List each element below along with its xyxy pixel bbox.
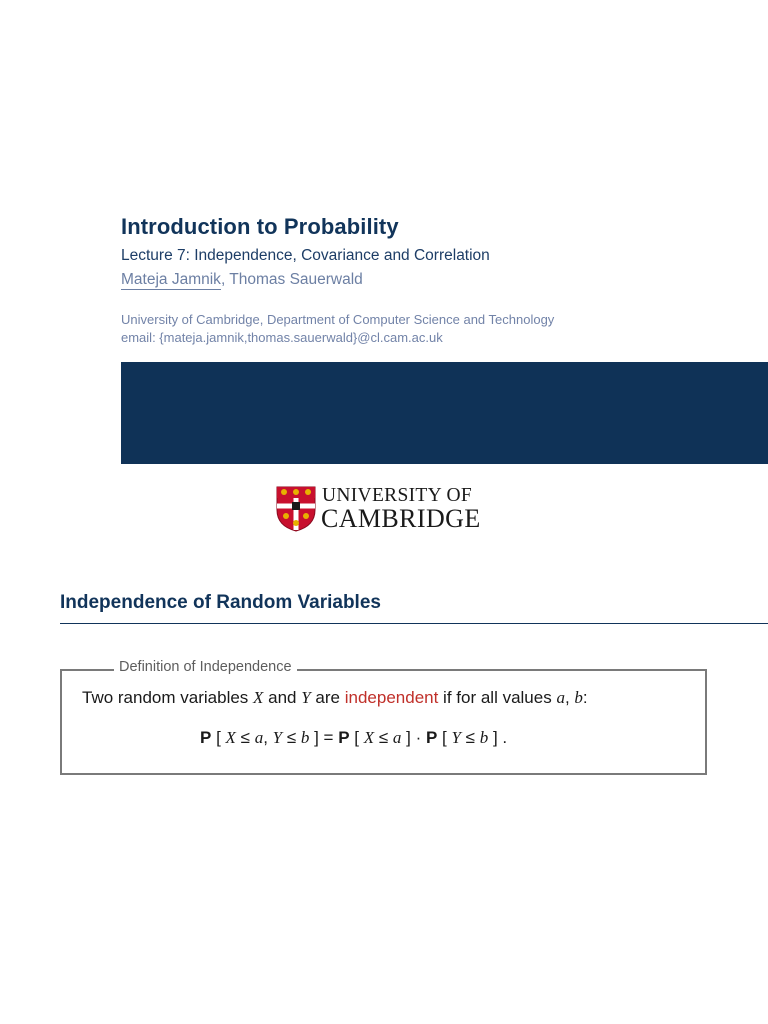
author-rest: , Thomas Sauerwald: [220, 271, 363, 288]
text-segment: :: [582, 688, 588, 707]
formula-part: ] ·: [401, 728, 426, 747]
formula-part: ≤: [235, 728, 255, 747]
var-b: b: [574, 688, 583, 707]
formula-var: X: [363, 728, 375, 747]
lecture-subtitle: Lecture 7: Independence, Covariance and Correlation: [121, 247, 490, 264]
email: email: {mateja.jamnik,thomas.sauerwald}@cl.cam.ac.uk: [121, 330, 443, 345]
formula-part: [: [211, 728, 226, 747]
formula-part: ] =: [309, 728, 339, 747]
section-divider: [60, 623, 768, 624]
formula-part: ,: [263, 728, 273, 747]
var-a: a: [556, 688, 565, 707]
definition-title: Definition of Independence: [114, 659, 297, 675]
formula-part: ≤: [374, 728, 393, 747]
prob-operator: P: [200, 728, 212, 747]
title-banner: [121, 362, 768, 464]
logo-line1: UNIVERSITY OF: [322, 485, 472, 506]
text-segment: ,: [564, 688, 575, 707]
author-link[interactable]: Mateja Jamnik: [121, 271, 221, 288]
formula-var: b: [300, 728, 310, 747]
highlight-term: independent: [344, 688, 439, 707]
text-segment: and: [263, 688, 302, 707]
affiliation: University of Cambridge, Department of Computer Science and Technology: [121, 312, 555, 327]
formula-var: Y: [272, 728, 283, 747]
text-segment: are: [310, 688, 345, 707]
formula-var: Y: [451, 728, 461, 747]
affiliation-block: [121, 311, 554, 347]
var-x: X: [253, 688, 264, 707]
definition-box: [60, 669, 707, 775]
university-logo: [276, 485, 496, 533]
formula-var: b: [479, 728, 489, 747]
formula-var: X: [225, 728, 236, 747]
formula-part: [: [349, 728, 364, 747]
formula-part: ≤: [460, 728, 480, 747]
formula-part: [: [437, 728, 452, 747]
section-heading: Independence of Random Variables: [60, 592, 381, 613]
lecture-title: Introduction to Probability: [121, 214, 399, 239]
text-segment: Two random variables: [82, 688, 254, 707]
cambridge-shield-icon: [276, 486, 316, 532]
independence-formula: [200, 728, 507, 748]
var-y: Y: [301, 688, 311, 707]
formula-part: ≤: [282, 728, 301, 747]
formula-var: a: [392, 728, 402, 747]
prob-operator: P: [338, 728, 350, 747]
logo-line2: CAMBRIDGE: [321, 504, 481, 533]
authors: [121, 271, 363, 289]
formula-part: ] .: [488, 728, 508, 747]
definition-statement: [82, 688, 588, 708]
formula-var: a: [254, 728, 264, 747]
prob-operator: P: [425, 728, 438, 747]
text-segment: if for all values: [438, 688, 557, 707]
